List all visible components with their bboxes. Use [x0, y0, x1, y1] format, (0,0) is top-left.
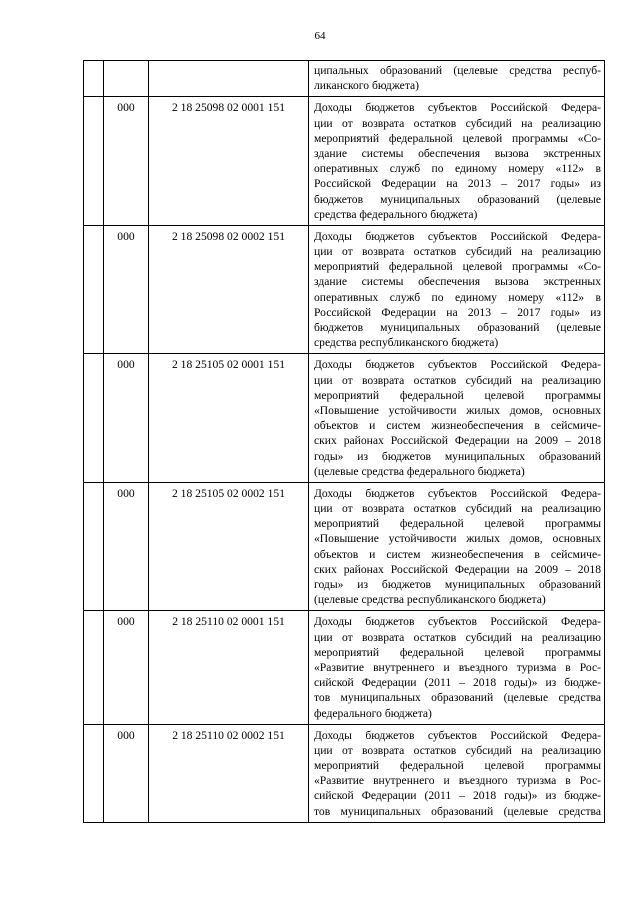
budget-code-cell: 2 18 25110 02 0001 151	[149, 611, 309, 724]
description-line: Доходы бюджетов субъектов Российской Федера-	[314, 486, 601, 500]
description-line: (целевые средства федерального бюджета)	[314, 464, 525, 478]
description-line: ции от возврата остатков субсидий на реализацию	[314, 502, 601, 516]
budget-code-cell: 2 18 25098 02 0002 151	[149, 225, 309, 354]
description-line: ции от возврата остатков субсидий на реализацию	[314, 743, 601, 757]
budget-code-cell: 2 18 25105 02 0001 151	[149, 354, 309, 483]
page-number: 64	[314, 30, 326, 42]
description-line: объектов и систем жизнеобеспечения в сейсмиче-	[314, 419, 601, 433]
description-line: ципальных образований (целевые средства респуб-	[314, 64, 601, 77]
description-line: ции от возврата остатков субсидий на реализацию	[314, 630, 601, 644]
description-line: ских районах Российской Федерации на 2009 – 2018	[314, 562, 601, 576]
description-line: Доходы бюджетов субъектов Российской Федера-	[314, 358, 601, 372]
description-line: годы» из бюджетов муниципальных образований	[314, 578, 601, 591]
table-row	[84, 61, 605, 97]
description-line: средства республиканского бюджета)	[314, 336, 499, 350]
description-line: средства федерального бюджета)	[314, 207, 478, 221]
table-row	[84, 611, 605, 724]
description-line: здание системы обеспечения вызова экстренных	[314, 275, 601, 289]
description-line: федерального бюджета)	[314, 706, 432, 720]
description-line: ции от возврата остатков субсидий на реализацию	[314, 245, 601, 259]
empty-column-cell	[84, 225, 104, 354]
budget-codes-table	[83, 60, 605, 823]
budget-code-cell	[149, 61, 309, 97]
description-line: «Повышение устойчивости жилых домов, основных	[314, 403, 601, 417]
description-line: сийской Федерации (2011 – 2018 годы)» из бюдже-	[314, 789, 601, 803]
empty-column-cell	[84, 611, 104, 724]
description-line: «Развитие внутреннего и въездного туризма в Рос-	[314, 660, 601, 674]
description-line: бюджетов муниципальных образований (целевые	[314, 321, 601, 334]
budget-code-cell: 2 18 25110 02 0002 151	[149, 724, 309, 822]
description-line: Российской Федерации на 2013 – 2017 годы» из	[314, 177, 601, 191]
admin-code-cell: 000	[104, 724, 149, 822]
admin-code-cell: 000	[104, 482, 149, 611]
description-line: ции от возврата остатков субсидий на реализацию	[314, 116, 601, 130]
description-line: Российской Федерации на 2013 – 2017 годы» из	[314, 305, 601, 319]
description-line: Доходы бюджетов субъектов Российской Федера-	[314, 229, 601, 243]
table-row	[84, 482, 605, 611]
empty-column-cell	[84, 354, 104, 483]
table-row	[84, 724, 605, 822]
description-line: мероприятий федеральной целевой программы	[314, 517, 601, 531]
description-line: оперативных служб по единому номеру «112» в	[314, 162, 601, 176]
description-line: Доходы бюджетов субъектов Российской Федера-	[314, 101, 601, 115]
description-line: ликанского бюджета)	[314, 79, 420, 93]
budget-code-cell: 2 18 25098 02 0001 151	[149, 97, 309, 226]
description-cell	[309, 225, 605, 354]
table-row	[84, 225, 605, 354]
description-line: сийской Федерации (2011 – 2018 годы)» из бюдже-	[314, 676, 601, 690]
description-line: (целевые средства республиканского бюджета)	[314, 593, 546, 607]
admin-code-cell: 000	[104, 97, 149, 226]
description-line: мероприятий федеральной целевой программы «Со-	[314, 260, 601, 274]
description-line: здание системы обеспечения вызова экстренных	[314, 146, 601, 160]
description-line: «Повышение устойчивости жилых домов, основных	[314, 532, 601, 546]
description-line: мероприятий федеральной целевой программы	[314, 388, 601, 402]
description-line: оперативных служб по единому номеру «112» в	[314, 290, 601, 304]
admin-code-cell: 000	[104, 611, 149, 724]
description-line: тов муниципальных образований (целевые средства	[314, 804, 601, 818]
description-line: «Развитие внутреннего и въездного туризма в Рос-	[314, 774, 601, 788]
description-line: мероприятий федеральной целевой программы	[314, 645, 601, 659]
description-line: объектов и систем жизнеобеспечения в сейсмиче-	[314, 547, 601, 561]
description-line: тов муниципальных образований (целевые средства	[314, 691, 601, 705]
description-cell	[309, 482, 605, 611]
empty-column-cell	[84, 97, 104, 226]
table-body	[84, 61, 605, 823]
description-line: годы» из бюджетов муниципальных образований	[314, 449, 601, 463]
description-line: ции от возврата остатков субсидий на реализацию	[314, 373, 601, 387]
admin-code-cell	[104, 61, 149, 97]
description-line: мероприятий федеральной целевой программы «Со-	[314, 131, 601, 145]
table-row	[84, 354, 605, 483]
description-line: мероприятий федеральной целевой программы	[314, 759, 601, 773]
admin-code-cell: 000	[104, 225, 149, 354]
empty-column-cell	[84, 724, 104, 822]
admin-code-cell: 000	[104, 354, 149, 483]
budget-code-cell: 2 18 25105 02 0002 151	[149, 482, 309, 611]
table-row	[84, 97, 605, 226]
description-line: Доходы бюджетов субъектов Российской Федера-	[314, 728, 601, 742]
description-cell	[309, 61, 605, 97]
description-cell	[309, 97, 605, 226]
description-line: Доходы бюджетов субъектов Российской Федера-	[314, 615, 601, 629]
description-cell	[309, 611, 605, 724]
description-line: ских районах Российской Федерации на 2009 – 2018	[314, 434, 601, 448]
empty-column-cell	[84, 482, 104, 611]
description-line: бюджетов муниципальных образований (целевые	[314, 192, 601, 206]
description-cell	[309, 724, 605, 822]
empty-column-cell	[84, 61, 104, 97]
description-cell	[309, 354, 605, 483]
